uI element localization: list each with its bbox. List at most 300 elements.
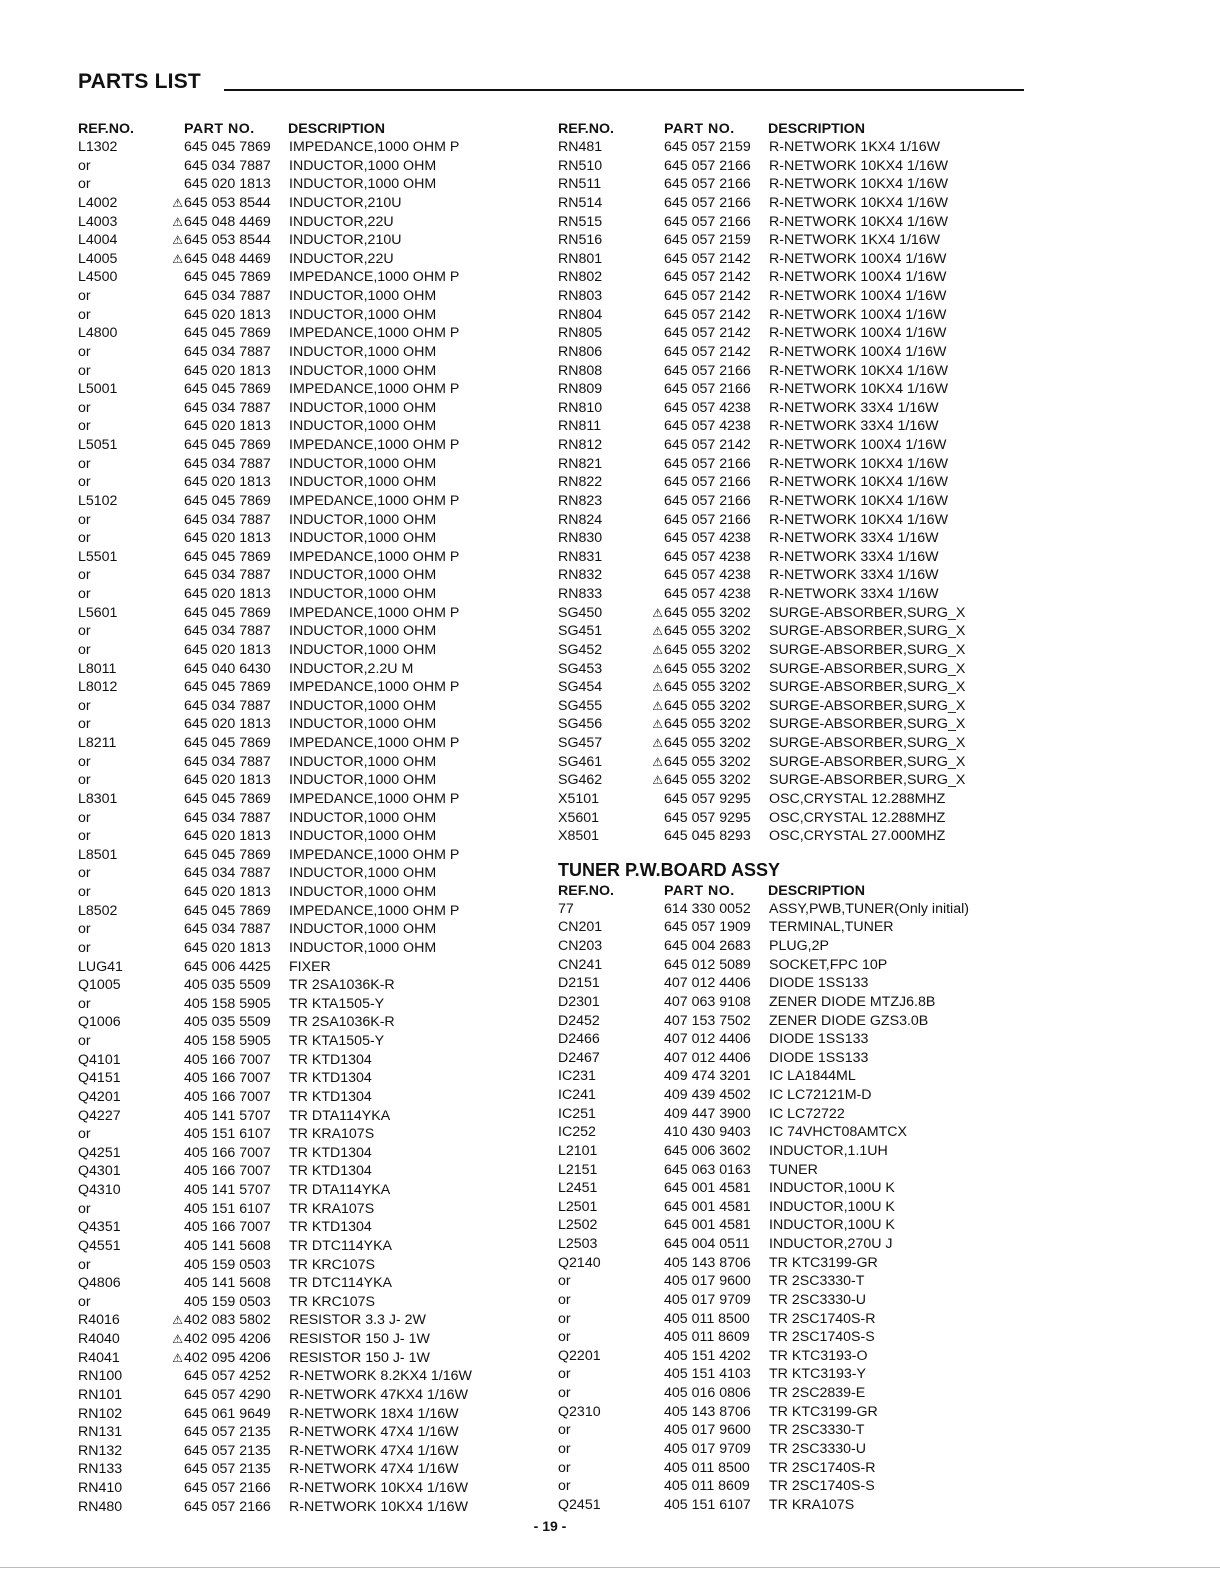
description: TR 2SC1740S-R xyxy=(769,1459,876,1476)
header-ref: REF.NO. xyxy=(78,121,134,137)
table-row xyxy=(78,864,548,883)
ref-no: RN410 xyxy=(78,1480,123,1496)
description: IC 74VHCT08AMTCX xyxy=(769,1124,907,1141)
table-row xyxy=(558,753,1028,772)
table-row xyxy=(558,585,1028,604)
table-row xyxy=(558,1440,1028,1459)
part-no: 405 151 6107 xyxy=(664,1496,751,1513)
part-no: 645 057 9295 xyxy=(664,790,751,807)
ref-no: Q4351 xyxy=(78,1219,121,1236)
ref-no: L4005 xyxy=(78,250,118,267)
left-parts-list xyxy=(78,138,548,1516)
table-header xyxy=(558,120,1028,138)
description: R-NETWORK 47KX4 1/16W xyxy=(289,1386,468,1403)
description: TERMINAL,TUNER xyxy=(769,919,894,936)
part-no: 645 020 1813 xyxy=(184,418,271,435)
description: TR KTD1304 xyxy=(289,1163,372,1180)
safety-mark xyxy=(644,1459,664,1478)
description: INDUCTOR,210U xyxy=(289,232,402,249)
part-no: 645 045 7869 xyxy=(184,735,271,751)
part-no: 405 017 9709 xyxy=(664,1440,751,1457)
ref-no: RN511 xyxy=(558,176,602,193)
description: INDUCTOR,1000 OHM xyxy=(289,716,437,733)
part-no: 645 057 2166 xyxy=(664,511,751,528)
description: R-NETWORK 100X4 1/16W xyxy=(769,269,947,286)
table-row xyxy=(78,734,548,753)
part-no: 402 095 4206 xyxy=(184,1331,271,1347)
ref-no: Q2140 xyxy=(558,1254,601,1271)
safety-warning-icon: ⚠ xyxy=(652,773,663,788)
safety-mark xyxy=(164,157,184,176)
ref-no: or xyxy=(78,809,91,826)
description: TR 2SC3330-U xyxy=(769,1291,866,1308)
part-no: 645 034 7887 xyxy=(184,343,271,360)
part-no: 645 020 1813 xyxy=(184,641,271,658)
safety-mark xyxy=(644,1272,664,1291)
description: TR KRA107S xyxy=(289,1200,375,1217)
ref-no: LUG41 xyxy=(78,958,123,975)
part-no: 645 055 3202 xyxy=(664,697,751,714)
part-no: 405 151 6107 xyxy=(184,1126,271,1143)
part-no: 405 159 0503 xyxy=(184,1256,271,1273)
ref-no: or xyxy=(78,921,91,938)
table-row xyxy=(558,529,1028,548)
table-row xyxy=(78,1013,548,1032)
part-no: 405 166 7007 xyxy=(184,1088,271,1105)
ref-no: L8011 xyxy=(78,660,117,677)
table-row xyxy=(78,715,548,734)
safety-mark xyxy=(164,995,184,1014)
ref-no: RN811 xyxy=(558,418,602,435)
description: TR 2SC3330-U xyxy=(769,1440,866,1457)
ref-no: Q4227 xyxy=(78,1107,121,1124)
safety-warning-icon: ⚠ xyxy=(172,1332,183,1346)
safety-mark xyxy=(644,1123,664,1142)
description: R-NETWORK 18X4 1/16W xyxy=(289,1405,459,1422)
table-row xyxy=(78,790,548,809)
ref-no: L8502 xyxy=(78,902,118,919)
ref-no: 77 xyxy=(558,900,574,917)
part-no: 645 020 1813 xyxy=(184,939,271,956)
ref-no: Q4151 xyxy=(78,1070,121,1087)
table-row xyxy=(78,1405,548,1424)
ref-no: RN803 xyxy=(558,288,603,304)
ref-no: IC252 xyxy=(558,1124,596,1141)
part-no: 405 143 8706 xyxy=(664,1254,751,1271)
part-no: 645 057 2142 xyxy=(664,269,751,286)
table-row xyxy=(78,846,548,865)
ref-no: CN201 xyxy=(558,919,603,936)
table-row xyxy=(78,268,548,287)
part-no: 645 034 7887 xyxy=(184,697,271,714)
description: INDUCTOR,1000 OHM xyxy=(289,809,437,826)
description: INDUCTOR,1000 OHM xyxy=(289,921,437,938)
safety-mark xyxy=(644,1067,664,1086)
safety-mark xyxy=(164,492,184,511)
safety-mark xyxy=(164,660,184,679)
description: TR KTD1304 xyxy=(289,1219,372,1236)
ref-no: RN132 xyxy=(78,1442,123,1459)
ref-no: Q1006 xyxy=(78,1014,121,1031)
safety-mark xyxy=(644,175,664,194)
safety-mark xyxy=(644,343,664,362)
table-row xyxy=(78,455,548,474)
part-no: 405 016 0806 xyxy=(664,1385,751,1401)
table-row xyxy=(78,1032,548,1051)
table-row xyxy=(78,1479,548,1498)
part-no: 645 057 2166 xyxy=(664,381,751,398)
description: R-NETWORK 33X4 1/16W xyxy=(769,530,939,547)
table-row xyxy=(78,1460,548,1479)
description: R-NETWORK 10KX4 1/16W xyxy=(769,157,948,174)
ref-no: or xyxy=(558,1273,571,1290)
safety-mark xyxy=(644,1365,664,1384)
safety-mark xyxy=(164,1237,184,1256)
safety-mark xyxy=(644,213,664,232)
ref-no: Q2310 xyxy=(558,1403,601,1420)
part-no: 645 057 2135 xyxy=(184,1461,271,1478)
description: TR 2SC1740S-S xyxy=(769,1329,875,1346)
safety-mark xyxy=(644,1161,664,1180)
ref-no: or xyxy=(78,865,91,882)
table-row xyxy=(78,1498,548,1517)
table-row xyxy=(78,399,548,418)
table-row xyxy=(558,1235,1028,1254)
table-row xyxy=(558,473,1028,492)
description: IMPEDANCE,1000 OHM P xyxy=(289,679,460,696)
table-row xyxy=(78,920,548,939)
safety-mark xyxy=(644,194,664,213)
description: SURGE-ABSORBER,SURG_X xyxy=(769,772,966,789)
safety-warning-icon: ⚠ xyxy=(172,1350,183,1365)
table-row xyxy=(78,1181,548,1200)
table-row xyxy=(558,1384,1028,1403)
ref-no: RN830 xyxy=(558,530,603,547)
table-row xyxy=(78,1386,548,1405)
safety-mark xyxy=(644,1310,664,1329)
ref-no: Q1005 xyxy=(78,977,121,994)
table-row xyxy=(558,827,1028,846)
part-no: 645 001 4581 xyxy=(664,1198,751,1215)
table-row xyxy=(78,1256,548,1275)
part-no: 645 045 7869 xyxy=(184,325,271,342)
table-row xyxy=(558,1030,1028,1049)
ref-no: L2503 xyxy=(558,1236,598,1252)
description: INDUCTOR,270U J xyxy=(769,1236,893,1252)
safety-mark xyxy=(644,1216,664,1235)
ref-no: or xyxy=(558,1366,571,1383)
safety-mark xyxy=(164,1181,184,1200)
safety-mark xyxy=(644,1440,664,1459)
header-ref: REF.NO. xyxy=(558,882,614,899)
part-no: 645 057 4238 xyxy=(664,548,751,565)
ref-no: SG462 xyxy=(558,772,603,789)
part-no: 405 166 7007 xyxy=(184,1144,271,1161)
table-row xyxy=(558,715,1028,734)
safety-mark xyxy=(644,306,664,325)
part-no: 645 057 2135 xyxy=(184,1424,271,1441)
safety-mark xyxy=(164,734,184,753)
ref-no: Q4310 xyxy=(78,1182,121,1198)
safety-mark xyxy=(644,790,664,809)
safety-mark xyxy=(644,827,664,846)
description: IC LC72121M-D xyxy=(769,1087,872,1103)
safety-mark xyxy=(164,1088,184,1107)
description: INDUCTOR,1000 OHM xyxy=(289,474,437,491)
ref-no: RN100 xyxy=(78,1368,123,1385)
part-no: 645 053 8544 xyxy=(184,232,271,249)
table-row xyxy=(78,622,548,641)
safety-mark xyxy=(164,753,184,772)
ref-no: RN832 xyxy=(558,567,603,584)
table-row xyxy=(78,213,548,232)
description: IMPEDANCE,1000 OHM P xyxy=(289,269,460,286)
part-no: 645 057 2166 xyxy=(664,194,751,211)
table-header xyxy=(78,120,548,138)
table-row xyxy=(558,1477,1028,1496)
part-no: 645 045 7869 xyxy=(184,269,271,286)
part-no: 645 057 2142 xyxy=(664,306,751,323)
part-no: 645 045 7869 xyxy=(184,790,271,807)
description: SURGE-ABSORBER,SURG_X xyxy=(769,641,966,658)
ref-no: L5601 xyxy=(78,604,118,621)
ref-no: RN133 xyxy=(78,1461,123,1478)
table-row xyxy=(78,1293,548,1312)
description: ZENER DIODE MTZJ6.8B xyxy=(769,993,936,1010)
description: INDUCTOR,1000 OHM xyxy=(289,399,437,416)
part-no: 645 045 7869 xyxy=(184,548,271,565)
description: TR DTA114YKA xyxy=(289,1107,391,1124)
table-row xyxy=(78,1367,548,1386)
part-no: 645 034 7887 xyxy=(184,399,271,416)
description: INDUCTOR,1000 OHM xyxy=(289,865,437,882)
safety-mark xyxy=(164,566,184,585)
description: IMPEDANCE,1000 OHM P xyxy=(289,846,460,863)
safety-mark xyxy=(644,1477,664,1496)
safety-mark xyxy=(164,958,184,977)
safety-mark xyxy=(644,287,664,306)
part-no: 405 035 5509 xyxy=(184,1014,271,1031)
safety-mark xyxy=(164,715,184,734)
safety-mark xyxy=(164,1274,184,1293)
table-row xyxy=(78,1311,548,1330)
part-no: 645 045 7869 xyxy=(184,846,271,863)
safety-mark xyxy=(644,1403,664,1422)
ref-no: Q4201 xyxy=(78,1088,121,1105)
part-no: 645 057 4238 xyxy=(664,399,751,416)
table-row xyxy=(558,436,1028,455)
description: R-NETWORK 47X4 1/16W xyxy=(289,1461,459,1478)
ref-no: or xyxy=(78,1293,91,1310)
safety-warning-icon: ⚠ xyxy=(172,1313,183,1328)
ref-no: or xyxy=(78,176,91,193)
part-no: 645 034 7887 xyxy=(184,753,271,770)
safety-mark xyxy=(644,324,664,343)
part-no: 645 045 7869 xyxy=(184,604,271,621)
safety-mark xyxy=(164,1256,184,1275)
safety-mark xyxy=(164,809,184,828)
table-row xyxy=(78,1349,548,1368)
description: TR KTC3199-GR xyxy=(769,1254,878,1271)
ref-no: or xyxy=(78,697,91,714)
part-no: 645 057 2142 xyxy=(664,250,751,267)
safety-mark xyxy=(164,1013,184,1032)
part-no: 645 055 3202 xyxy=(664,623,751,640)
table-row xyxy=(78,976,548,995)
table-row xyxy=(558,138,1028,157)
page-number: - 19 - xyxy=(533,1518,567,1534)
table-row xyxy=(78,343,548,362)
description: INDUCTOR,1000 OHM xyxy=(289,157,437,174)
ref-no: Q2451 xyxy=(558,1496,601,1513)
table-row xyxy=(78,1237,548,1256)
part-no: 645 057 2166 xyxy=(664,157,751,174)
part-no: 405 011 8609 xyxy=(664,1329,750,1346)
part-no: 645 045 7869 xyxy=(184,492,271,509)
table-row xyxy=(78,1218,548,1237)
description: R-NETWORK 10KX4 1/16W xyxy=(769,194,948,211)
safety-mark xyxy=(164,1144,184,1163)
table-row xyxy=(78,995,548,1014)
safety-mark xyxy=(644,380,664,399)
table-row xyxy=(78,771,548,790)
safety-mark xyxy=(164,1498,184,1517)
safety-mark xyxy=(164,268,184,287)
table-row xyxy=(558,956,1028,975)
part-no: 645 055 3202 xyxy=(664,641,751,658)
ref-no: R4041 xyxy=(78,1349,120,1366)
header-part: PART NO. xyxy=(664,882,735,899)
description: OSC,CRYSTAL 12.288MHZ xyxy=(769,809,946,826)
table-row xyxy=(78,678,548,697)
ref-no: CN241 xyxy=(558,956,603,973)
table-row xyxy=(558,1105,1028,1124)
description: IMPEDANCE,1000 OHM P xyxy=(289,902,460,919)
description: RESISTOR 3.3 J- 2W xyxy=(289,1312,426,1329)
part-no: 409 474 3201 xyxy=(664,1068,751,1085)
table-row xyxy=(558,399,1028,418)
table-row xyxy=(78,585,548,604)
part-no: 645 020 1813 xyxy=(184,530,271,547)
description: TR KRC107S xyxy=(289,1256,375,1273)
part-no: 405 159 0503 xyxy=(184,1293,271,1310)
part-no: 645 055 3202 xyxy=(664,753,751,770)
safety-mark xyxy=(644,1142,664,1161)
part-no: 645 034 7887 xyxy=(184,865,271,882)
safety-mark xyxy=(644,157,664,176)
safety-warning-icon: ⚠ xyxy=(652,754,663,769)
table-row xyxy=(558,1142,1028,1161)
safety-mark xyxy=(644,1105,664,1124)
description: R-NETWORK 10KX4 1/16W xyxy=(769,474,948,491)
description: R-NETWORK 8.2KX4 1/16W xyxy=(289,1368,472,1385)
ref-no: RN831 xyxy=(558,548,603,565)
ref-no: SG455 xyxy=(558,697,603,714)
page-title: PARTS LIST xyxy=(78,70,201,93)
safety-mark xyxy=(644,1496,664,1515)
table-row xyxy=(558,287,1028,306)
description: INDUCTOR,1000 OHM xyxy=(289,939,437,956)
table-row xyxy=(558,1254,1028,1273)
table-row xyxy=(558,1216,1028,1235)
safety-mark xyxy=(644,455,664,474)
description: TR 2SC2839-E xyxy=(769,1385,866,1401)
description: TR DTA114YKA xyxy=(289,1182,391,1198)
part-no: 645 057 9295 xyxy=(664,809,751,826)
safety-mark xyxy=(644,138,664,157)
part-no: 645 045 7869 xyxy=(184,381,271,398)
description: IC LC72722 xyxy=(769,1105,845,1122)
part-no: 407 012 4406 xyxy=(664,975,751,992)
table-row xyxy=(78,1274,548,1293)
description: SURGE-ABSORBER,SURG_X xyxy=(769,623,966,640)
description: IC LA1844ML xyxy=(769,1068,856,1085)
safety-mark xyxy=(164,678,184,697)
ref-no: or xyxy=(558,1310,571,1327)
table-row xyxy=(558,306,1028,325)
part-no: 645 057 2166 xyxy=(664,213,751,230)
ref-no: L4002 xyxy=(78,194,118,211)
description: INDUCTOR,1000 OHM xyxy=(289,418,437,435)
table-row xyxy=(78,753,548,772)
description: TR KRA107S xyxy=(289,1126,375,1143)
ref-no: RN822 xyxy=(558,474,603,491)
ref-no: L2151 xyxy=(558,1161,598,1178)
ref-no: or xyxy=(78,772,91,789)
description: R-NETWORK 1KX4 1/16W xyxy=(769,139,941,155)
table-row xyxy=(558,1161,1028,1180)
safety-mark xyxy=(164,175,184,194)
safety-mark xyxy=(644,974,664,993)
ref-no: or xyxy=(558,1291,571,1308)
table-row xyxy=(558,213,1028,232)
description: TUNER xyxy=(769,1161,818,1178)
safety-mark xyxy=(644,956,664,975)
description: R-NETWORK 10KX4 1/16W xyxy=(769,492,948,509)
safety-mark xyxy=(644,529,664,548)
ref-no: or xyxy=(78,1033,91,1049)
header-desc: DESCRIPTION xyxy=(768,121,865,137)
description: R-NETWORK 33X4 1/16W xyxy=(769,418,939,435)
table-row xyxy=(558,268,1028,287)
description: TR KRC107S xyxy=(289,1293,375,1310)
part-no: 645 061 9649 xyxy=(184,1405,271,1422)
safety-mark xyxy=(164,417,184,436)
safety-mark xyxy=(164,641,184,660)
table-row xyxy=(558,250,1028,269)
description: IMPEDANCE,1000 OHM P xyxy=(289,790,460,807)
table-row xyxy=(558,790,1028,809)
title-rule xyxy=(224,89,1024,91)
ref-no: D2466 xyxy=(558,1031,600,1048)
table-row xyxy=(558,157,1028,176)
table-row xyxy=(558,1086,1028,1105)
safety-mark xyxy=(164,585,184,604)
part-no: 645 057 4238 xyxy=(664,530,751,547)
ref-no: L5102 xyxy=(78,492,118,509)
ref-no: L4003 xyxy=(78,213,118,230)
ref-no: or xyxy=(78,399,91,416)
safety-mark xyxy=(164,604,184,623)
safety-mark xyxy=(644,1421,664,1440)
ref-no: or xyxy=(78,362,91,379)
part-no: 405 141 5608 xyxy=(184,1237,271,1254)
table-row xyxy=(78,641,548,660)
part-no: 645 057 1909 xyxy=(664,919,751,936)
table-row xyxy=(558,660,1028,679)
table-row xyxy=(78,380,548,399)
part-no: 407 063 9108 xyxy=(664,993,751,1010)
